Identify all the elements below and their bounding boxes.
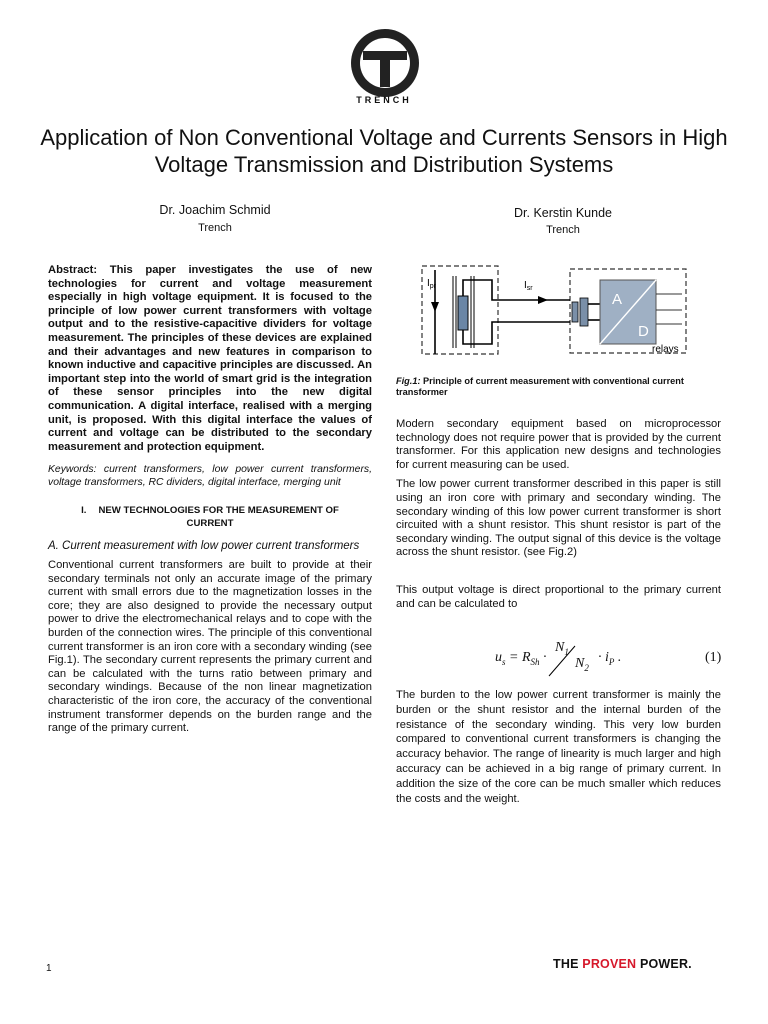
label-d: D bbox=[638, 323, 649, 340]
caption-label: Fig.1: bbox=[396, 376, 421, 386]
brand-slogan: THE PROVEN POWER. bbox=[553, 957, 692, 971]
abstract: Abstract: This paper investigates the use of new technologies for current and voltage measurement especially in high voltage equipment. It is focused to the principle of low power current transformers with voltage output and to the resistive-capacitive dividers for voltage measurement. The principles of these devices are explained and their advantages and new features in comparison to known inductive and capacitive principles are discussed. An important step into the world of smart grid is the integration of these sensor principles into the new digital communication. A digital interface, realised with a merging unit, is proposed. With this digital interface the values of current and voltage can be distributed to the secondary measurement and protection equipment. bbox=[48, 264, 372, 453]
equation-1: $u_s = R_{Sh}$ · $N_1$ $N_2$ · $i_P$ . (1) bbox=[495, 640, 735, 680]
label-ipr: I bbox=[427, 278, 430, 289]
trench-logo-icon bbox=[349, 27, 421, 99]
right-paragraph-2: The low power current transformer described in this paper is still using an iron core with primary and secondary winding. The secondary winding of this low power current transformer is short circuited with a shunt resistor. This shunt resistor is part of the secondary winding. The output signal of this device is the voltage across the shunt resistor. (see Fig.2) bbox=[396, 478, 721, 559]
figure-1-diagram bbox=[420, 262, 690, 362]
primary-arrow-icon bbox=[431, 302, 439, 312]
label-isr-sub: sr bbox=[526, 285, 533, 292]
section-number: I. bbox=[81, 504, 87, 516]
author-name-2: Dr. Kerstin Kunde bbox=[514, 206, 612, 220]
label-isr: I bbox=[524, 280, 527, 291]
section-title-line1: NEW TECHNOLOGIES FOR THE MEASUREMENT OF bbox=[98, 504, 339, 516]
section-title-line2: CURRENT bbox=[186, 517, 234, 529]
svg-text:Isr bbox=[524, 280, 533, 292]
page-number: 1 bbox=[46, 963, 52, 974]
keywords: Keywords: current transformers, low power current transformers, voltage transformers, RC dividers, digital interface, merging unit bbox=[48, 464, 372, 488]
right-column bbox=[396, 418, 721, 617]
right-paragraph-3: This output voltage is direct proportional to the primary current and can be calculated to bbox=[396, 583, 721, 610]
author-affiliation-2: Trench bbox=[546, 224, 580, 236]
right-paragraph-1: Modern secondary equipment based on microprocessor technology does not require power that is provided by the current transformer. For this application new designs and technologies for current measuring can be used. bbox=[396, 418, 721, 471]
formula-lhs: u bbox=[495, 650, 502, 665]
label-a: A bbox=[612, 291, 623, 308]
label-ipr-sub: pr bbox=[429, 283, 437, 290]
logo-text: TRENCH bbox=[356, 95, 412, 105]
core-winding-icon bbox=[458, 296, 468, 330]
author-affiliation-1: Trench bbox=[198, 222, 232, 234]
label-relays: relays bbox=[652, 344, 679, 355]
paper-title: Application of Non Conventional Voltage and Currents Sensors in High Voltage Transmission and Distribution Systems bbox=[40, 125, 728, 177]
equation-number: (1) bbox=[705, 650, 722, 665]
left-column bbox=[48, 264, 372, 742]
secondary-arrow-icon bbox=[538, 296, 548, 304]
fraction-slash-icon bbox=[547, 644, 577, 678]
right-paragraph-4: The burden to the low power current transformer is mainly the burden or the shunt resistor and the internal burden of the resistance of the secondary winding. This very low burden compared to conventional current transformers is changing the accuracy behavior. The range of linearity is much larger and high accuracy can be achieved in a big range of primary current. In addition the size of the core can be much smaller which reduces the costs and the weight. bbox=[396, 689, 721, 805]
left-paragraph-1: Conventional current transformers are built to provide at their secondary terminals not only an accurate image of the primary current with small errors due to the magnetization losses in the core; they are also designed to provide the necessary output power to drive the electromechanical relays and to cope with the burden of the connection wires. The principle of this conventional current transformer is an iron core with a secondary winding (see Fig.1). The secondary current represents the primary current and can be calculated with the turns ratio between primary and secondary windings. Because of the non linear magnetization characteristic of the iron core, the accuracy of the conventional instrument transformer depends on the burden range and the range of the primary current. bbox=[48, 559, 372, 735]
figure-1-caption bbox=[396, 376, 726, 398]
section-heading bbox=[48, 504, 372, 530]
author-name-1: Dr. Joachim Schmid bbox=[159, 203, 271, 217]
relay-coil-icon bbox=[580, 298, 588, 326]
subsection-heading: A. Current measurement with low power current transformers bbox=[48, 539, 360, 552]
caption-text: Principle of current measurement with conventional current transformer bbox=[396, 376, 684, 397]
